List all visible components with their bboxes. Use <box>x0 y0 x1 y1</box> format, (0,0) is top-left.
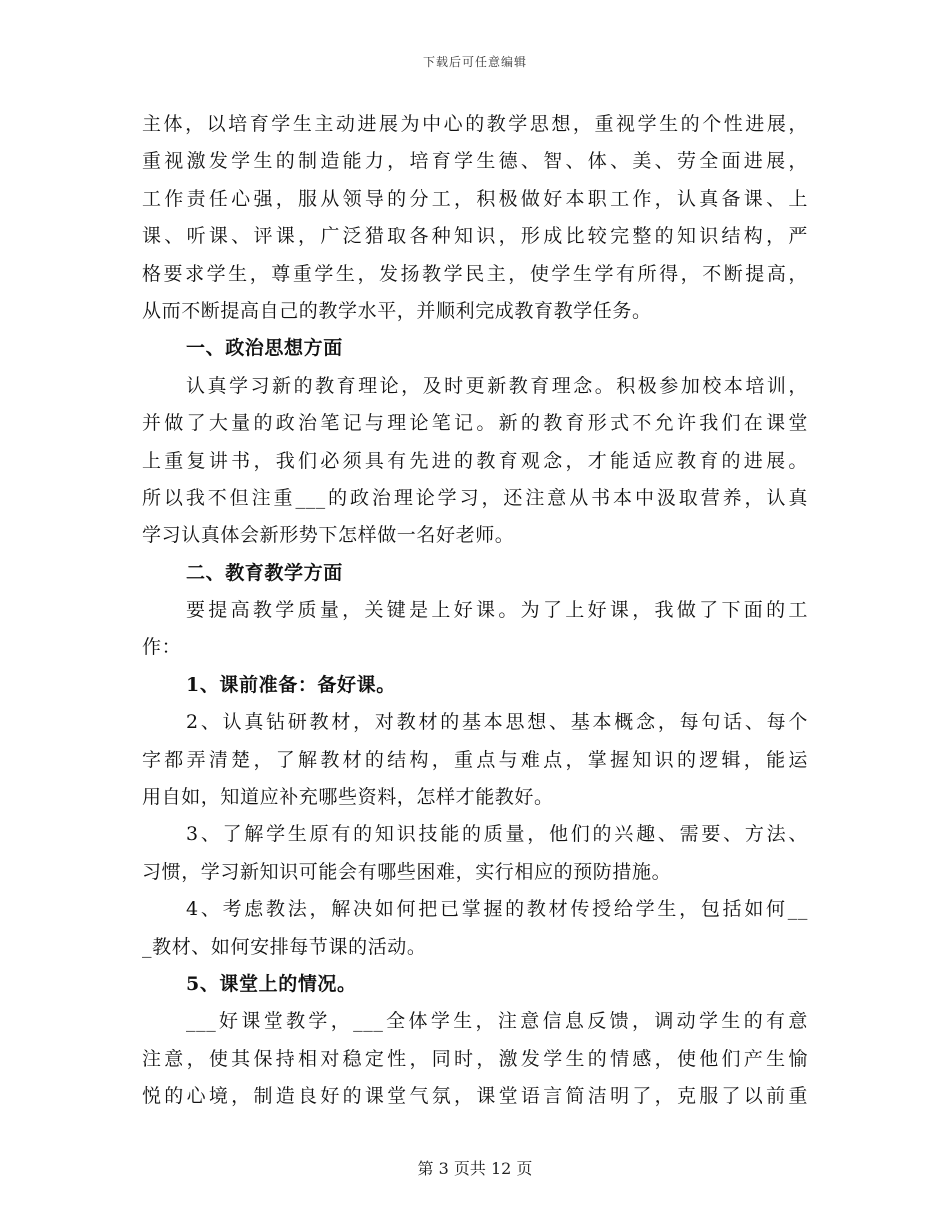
paragraph-line: 用自如，知道应补充哪些资料，怎样才能教好。 <box>142 786 554 809</box>
paragraph-line: 3、了解学生原有的知识技能的质量，他们的兴趣、需要、方法、 <box>186 823 808 846</box>
paragraph-line: 课、听课、评课，广泛猎取各种知识，形成比较完整的知识结构，严 <box>142 225 808 248</box>
section-heading: 1、课前准备：备好课。 <box>186 673 396 696</box>
paragraph-line: 悦的心境，制造良好的课堂气氛，课堂语言简洁明了，克服了以前重 <box>142 1085 808 1108</box>
paragraph-line: _教材、如何安排每节课的活动。 <box>142 935 427 958</box>
paragraph-line: 所以我不但注重___的政治理论学习，还注意从书本中汲取营养，认真 <box>142 486 808 509</box>
paragraph-line: 要提高教学质量，关键是上好课。为了上好课，我做了下面的工 <box>186 599 808 622</box>
paragraph-line: 从而不断提高自己的教学水平，并顺利完成教育教学任务。 <box>142 299 652 322</box>
paragraph-line: 注意，使其保持相对稳定性，同时，激发学生的情感，使他们产生愉 <box>142 1047 808 1070</box>
paragraph-line: 并做了大量的政治笔记与理论笔记。新的教育形式不允许我们在课堂 <box>142 412 808 435</box>
paragraph-line: 主体，以培育学生主动进展为中心的教学思想，重视学生的个性进展， <box>142 113 808 135</box>
section-heading: 5、课堂上的情况。 <box>186 972 357 995</box>
section-heading: 二、教育教学方面 <box>186 561 343 584</box>
paragraph-line: 重视激发学生的制造能力，培育学生德、智、体、美、劳全面进展， <box>142 150 808 173</box>
paragraph-line: ___好课堂教学，___全体学生，注意信息反馈，调动学生的有意 <box>186 1010 808 1033</box>
page-number: 第 3 页共 12 页 <box>417 1159 533 1178</box>
paragraph-line: 作： <box>142 636 182 659</box>
paragraph-line: 工作责任心强，服从领导的分工，积极做好本职工作，认真备课、上 <box>142 187 808 210</box>
page-header-note: 下载后可任意编辑 <box>422 55 527 69</box>
paragraph-line: 习惯，学习新知识可能会有哪些困难，实行相应的预防措施。 <box>142 860 672 883</box>
paragraph-line: 格要求学生，尊重学生，发扬教学民主，使学生学有所得，不断提高， <box>142 262 808 285</box>
section-heading: 一、政治思想方面 <box>186 337 343 360</box>
document-body <box>142 106 808 1116</box>
paragraph-line: 上重复讲书，我们必须具有先进的教育观念，才能适应教育的进展。 <box>142 449 808 472</box>
paragraph-line: 学习认真体会新形势下怎样做一名好老师。 <box>142 524 515 547</box>
paragraph-line: 字都弄清楚，了解教材的结构，重点与难点，掌握知识的逻辑，能运 <box>142 748 808 771</box>
paragraph-line: 认真学习新的教育理论，及时更新教育理念。积极参加校本培训， <box>186 374 808 397</box>
paragraph-line: 2、认真钻研教材，对教材的基本思想、基本概念，每句话、每个 <box>186 711 808 734</box>
paragraph-line: 4、考虑教法，解决如何把已掌握的教材传授给学生，包括如何__ <box>186 898 808 921</box>
